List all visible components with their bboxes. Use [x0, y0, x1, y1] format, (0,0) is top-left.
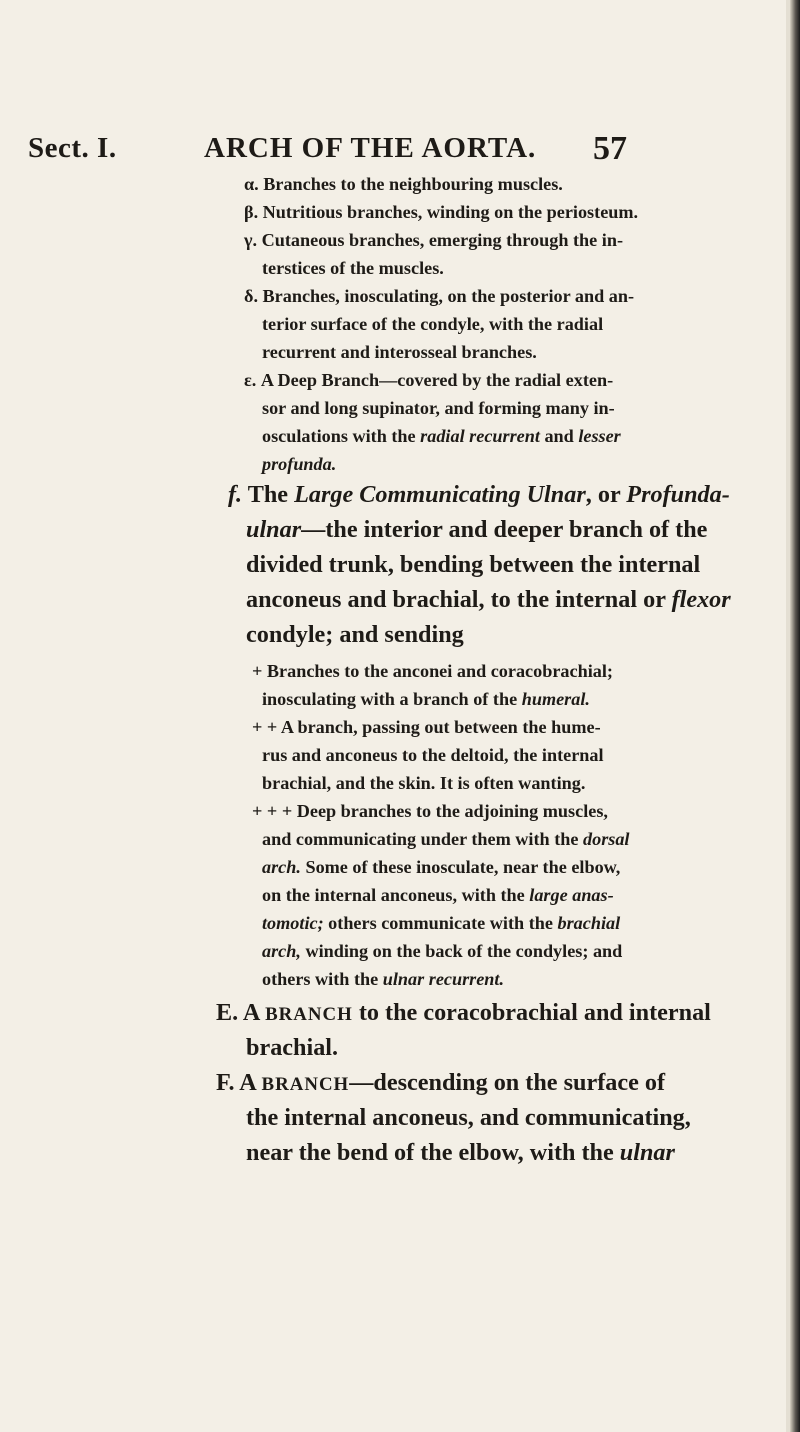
text-run: α. Branches to the neighbouring muscles. [244, 174, 563, 194]
text-run: the internal anconeus, and communicating, [246, 1104, 691, 1131]
text-run: E. A [216, 999, 266, 1026]
italic-run: Large Communicating Ulnar [294, 481, 586, 508]
text-line [246, 1139, 675, 1167]
text-run: near the bend of the elbow, with the [246, 1139, 620, 1166]
italic-run: ulnar [619, 1139, 675, 1166]
text-run: The [242, 481, 295, 508]
text-run: terior surface of the condyle, with the radial [262, 314, 604, 334]
italic-run: profunda. [262, 454, 337, 474]
text-line [252, 801, 608, 822]
text-line [216, 999, 711, 1027]
text-run: sor and long supinator, and forming many in- [262, 398, 615, 418]
text-line [262, 398, 615, 419]
page-title: ARCH OF THE AORTA. [204, 132, 537, 164]
text-line [244, 174, 563, 195]
text-line [252, 717, 601, 738]
text-run: ε. A Deep Branch—covered by the radial exten- [244, 370, 614, 390]
text-run: —the interior and deeper branch of the [301, 516, 708, 543]
text-run: + Branches to the anconei and coracobrachial; [252, 661, 613, 681]
text-line [244, 286, 634, 307]
italic-run: dorsal [583, 829, 630, 849]
text-line [262, 857, 620, 878]
text-run: rus and anconeus to the deltoid, the internal [262, 745, 604, 765]
text-line [262, 829, 630, 850]
italic-run: large anas- [529, 885, 614, 905]
italic-run: lesser [578, 426, 621, 446]
text-run: + + A branch, passing out between the hume- [252, 717, 601, 737]
text-line [244, 230, 623, 251]
text-line [252, 661, 613, 682]
text-run: recurrent and interosseal branches. [262, 342, 537, 362]
text-line [246, 1104, 691, 1132]
italic-run: ulnar recurrent. [382, 969, 505, 989]
text-run: divided trunk, bending between the internal [246, 551, 701, 578]
text-run: F. A [216, 1069, 262, 1096]
text-line [244, 202, 638, 223]
text-line [246, 586, 731, 614]
text-line [262, 314, 603, 335]
text-line [228, 481, 730, 509]
text-run: BRANCH [265, 1004, 353, 1025]
text-line [262, 745, 604, 766]
running-header [0, 132, 800, 172]
text-line [262, 885, 614, 906]
text-run: anconeus and brachial, to the internal or [246, 586, 672, 613]
text-run: BRANCH [261, 1074, 350, 1095]
text-run: + + + Deep branches to the adjoining muscles, [252, 801, 608, 821]
page-number: 57 [593, 130, 627, 167]
text-line [262, 454, 336, 475]
text-run: others communicate with the [323, 913, 558, 933]
text-run: —descending on the surface of [349, 1069, 666, 1096]
text-run: others with the [262, 969, 383, 989]
italic-run: arch. [262, 857, 301, 877]
text-run: and [539, 426, 579, 446]
text-run: winding on the back of the condyles; and [300, 941, 623, 961]
text-run: γ. Cutaneous branches, emerging through the in- [244, 230, 624, 250]
page-edge-shadow [790, 0, 800, 1432]
italic-run: radial recurrent [420, 426, 540, 446]
text-run: condyle; and sending [246, 621, 464, 648]
text-run: brachial. [246, 1034, 339, 1061]
text-run: terstices of the muscles. [262, 258, 444, 278]
italic-run: brachial [557, 913, 621, 933]
text-line [262, 689, 590, 710]
text-line [244, 370, 613, 391]
section-label: Sect. I. [28, 132, 117, 164]
text-run: , or [585, 481, 627, 508]
text-line [246, 1034, 338, 1062]
text-run: and communicating under them with the [262, 829, 583, 849]
text-line [246, 551, 700, 579]
text-line [262, 913, 620, 934]
italic-run: arch, [262, 941, 301, 961]
text-run: β. Nutritious branches, winding on the periosteum. [244, 202, 639, 222]
italic-run: f. [228, 481, 243, 508]
italic-run: flexor [671, 586, 731, 613]
text-line [262, 342, 537, 363]
text-run: brachial, and the skin. It is often wanting. [262, 773, 586, 793]
text-run: δ. Branches, inosculating, on the posterior and an- [244, 286, 635, 306]
text-line [262, 941, 622, 962]
text-line [262, 258, 444, 279]
italic-run: ulnar [246, 516, 302, 543]
text-line [262, 773, 585, 794]
italic-run: tomotic; [262, 913, 324, 933]
text-line [246, 516, 707, 544]
text-run: osculations with the [262, 426, 421, 446]
italic-run: Profunda- [626, 481, 730, 508]
text-line [262, 969, 504, 990]
text-run: inosculating with a branch of the [262, 689, 522, 709]
text-run: to the coracobrachial and internal [352, 999, 711, 1026]
text-line [262, 426, 621, 447]
italic-run: humeral. [521, 689, 590, 709]
text-line [246, 621, 464, 649]
text-run: on the internal anconeus, with the [262, 885, 530, 905]
text-line [216, 1069, 665, 1097]
text-run: Some of these inosculate, near the elbow, [300, 857, 621, 877]
